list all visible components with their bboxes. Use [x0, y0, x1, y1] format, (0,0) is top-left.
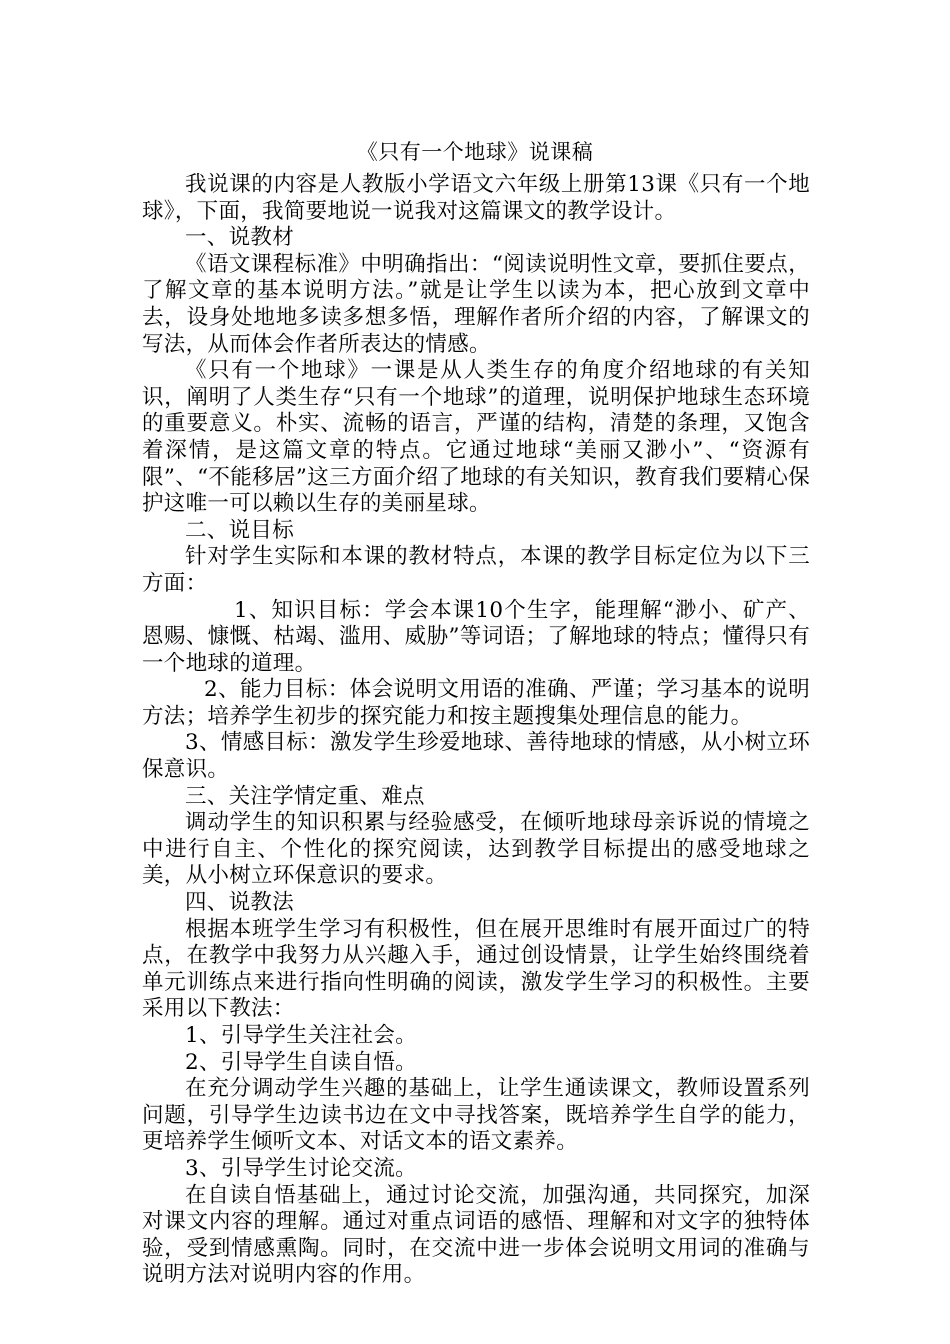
method-item-3: 3、引导学生讨论交流。 — [185, 1155, 417, 1181]
goal-ability: 2、能力目标：体会说明文用语的准确、严谨；学习基本的说明方法；培养学生初步的探究能力和按主题搜集处理信息的能力。 — [142, 677, 810, 729]
paragraph-method-2-detail: 在充分调动学生兴趣的基础上，让学生通读课文，教师设置系列问题，引导学生边读书边在文中寻找答案，既培养学生自学的能力，更培养学生倾听文本、对话文本的语文素养。 — [142, 1076, 810, 1155]
document-title: 《只有一个地球》说课稿 — [356, 140, 594, 164]
paragraph-goals-intro: 针对学生实际和本课的教材特点，本课的教学目标定位为以下三方面： — [142, 544, 810, 596]
section-heading-methods: 四、说教法 — [185, 890, 295, 916]
section-heading-textbook: 一、说教材 — [185, 225, 295, 251]
paragraph-key-points: 调动学生的知识积累与经验感受，在倾听地球母亲诉说的情境之中进行自主、个性化的探究阅读，达到教学目标提出的感受地球之美，从小树立环保意识的要求。 — [142, 810, 810, 889]
goal-emotion: 3、情感目标：激发学生珍爱地球、善待地球的情感，从小树立环保意识。 — [142, 730, 810, 783]
paragraph-lesson-overview: 《只有一个地球》一课是从人类生存的角度介绍地球的有关知识，阐明了人类生存“只有一个地球”的道理，说明保护地球生态环境的重要意义。朴实、流畅的语言，严谨的结构，清楚的条理，又饱含着深情，是这篇文章的特点。它通过地球“美丽又渺小”、“资源有限”、“不能移居”这三方面介绍了地球的有关知识，教育我们要精心保护这唯一可以赖以生存的美丽星球。 — [142, 358, 810, 517]
goal-knowledge: 1、知识目标：学会本课10个生字，能理解“渺小、矿产、恩赐、慷慨、枯竭、滥用、威胁”等词语；了解地球的特点；懂得只有一个地球的道理。 — [142, 597, 810, 676]
method-item-1: 1、引导学生关注社会。 — [185, 1023, 417, 1048]
section-heading-goals: 二、说目标 — [185, 517, 295, 543]
paragraph-standard: 《语文课程标准》中明确指出：“阅读说明性文章，要抓住要点，了解文章的基本说明方法。”就是让学生以读为本，把心放到文章中去，设身处地地多读多想多悟，理解作者所介绍的内容，了解课文的写法，从而体会作者所表达的情感。 — [142, 251, 810, 357]
method-item-2: 2、引导学生自读自悟。 — [185, 1049, 417, 1075]
section-heading-key-points: 三、关注学情定重、难点 — [185, 783, 425, 809]
document-body — [142, 172, 810, 1289]
paragraph-methods-intro: 根据本班学生学习有积极性，但在展开思维时有展开面过广的特点，在教学中我努力从兴趣入手，通过创设情景，让学生始终围绕着单元训练点来进行指向性明确的阅读，激发学生学习的积极性。主要采用以下教法： — [142, 916, 810, 1022]
paragraph-intro: 我说课的内容是人教版小学语文六年级上册第13课《只有一个地球》，下面，我简要地说一说我对这篇课文的教学设计。 — [142, 172, 810, 224]
paragraph-method-3-detail: 在自读自悟基础上，通过讨论交流，加强沟通，共同探究，加深对课文内容的理解。通过对重点词语的感悟、理解和对文字的独特体验，受到情感熏陶。同时，在交流中进一步体会说明文用词的准确与说明方法对说明内容的作用。 — [142, 1182, 810, 1288]
